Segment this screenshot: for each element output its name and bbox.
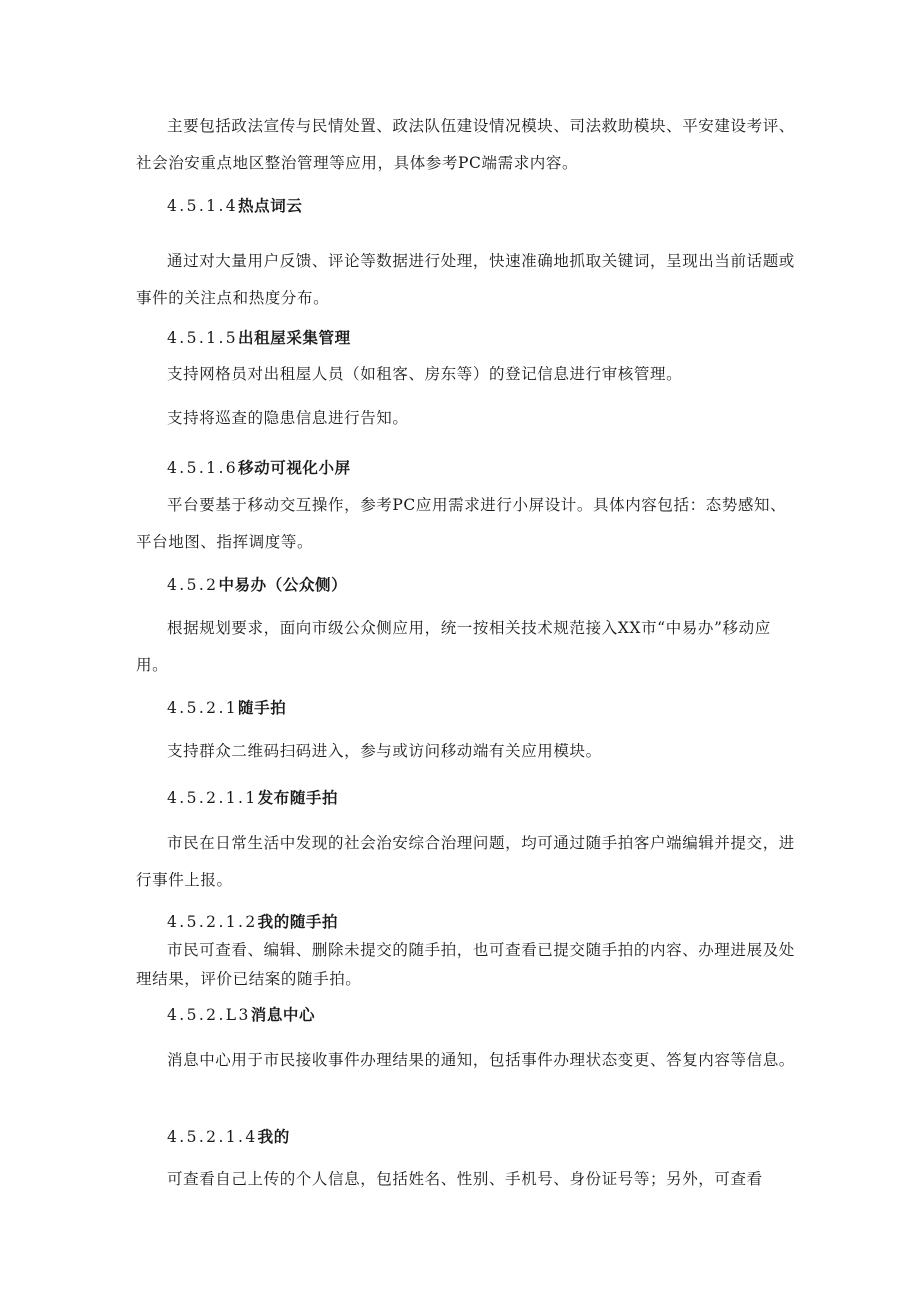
- heading-title: 中易办（公众侧）: [218, 576, 348, 594]
- heading-4-5-2-1: [167, 696, 797, 720]
- paragraph-profile: 可查看自己上传的个人信息，包括姓名、性别、手机号、身份证号等；另外，可查看: [167, 1170, 763, 1188]
- heading-title: 出租屋采集管理: [238, 329, 351, 347]
- heading-number: 4.5.1.6: [167, 459, 239, 477]
- heading-number: 4.5.1.5: [167, 329, 239, 347]
- heading-number: 4.5.2.L3: [167, 1006, 251, 1024]
- paragraph-publish-photo: 市民在日常生活中发现的社会治安综合治理问题，均可通过随手拍客户端编辑并提交，进行事件上报。: [136, 834, 795, 889]
- heading-number: 4.5.2.1.4: [167, 1128, 258, 1146]
- paragraph-rental-notify: 支持将巡查的隐患信息进行告知。: [167, 409, 409, 427]
- heading-number: 4.5.2.1.2: [167, 913, 258, 931]
- heading-title: 发布随手拍: [257, 789, 339, 807]
- paragraph-hot-word-cloud: 通过对大量用户反馈、评论等数据进行处理，快速准确地抓取关键词，呈现出当前话题或事件的关注点和热度分布。: [136, 252, 795, 307]
- heading-title: 随手拍: [238, 699, 287, 717]
- paragraph-zhongyiban: 根据规划要求，面向市级公众侧应用，统一按相关技术规范接入XX市“中易办”移动应用。: [136, 619, 771, 674]
- heading-number: 4.5.2: [167, 576, 219, 594]
- paragraph-qr-entry: 支持群众二维码扫码进入，参与或访问移动端有关应用模块。: [167, 742, 602, 760]
- heading-4-5-2-1-2: [167, 910, 797, 934]
- heading-title: 我的随手拍: [257, 913, 339, 931]
- heading-4-5-1-4: [167, 194, 797, 218]
- heading-title: 热点词云: [238, 197, 303, 215]
- heading-4-5-1-5: [167, 326, 797, 350]
- heading-4-5-2: [167, 573, 797, 597]
- heading-number: 4.5.2.1.1: [167, 789, 258, 807]
- heading-4-5-1-6: [167, 456, 797, 480]
- paragraph-my-photos: 市民可查看、编辑、删除未提交的随手拍，也可查看已提交随手拍的内容、办理进展及处理结果，评价已结案的随手拍。: [136, 941, 795, 988]
- paragraph-message-center: 消息中心用于市民接收事件办理结果的通知，包括事件办理状态变更、答复内容等信息。: [167, 1051, 795, 1069]
- paragraph-mobile-screen: 平台要基于移动交互操作，参考PC应用需求进行小屏设计。具体内容包括：态势感知、平台地图、指挥调度等。: [136, 496, 787, 551]
- heading-number: 4.5.1.4: [167, 197, 239, 215]
- heading-number: 4.5.2.1: [167, 699, 239, 717]
- heading-4-5-2-1-1: [167, 786, 797, 810]
- heading-4-5-2-1-4: [167, 1125, 797, 1149]
- heading-title: 移动可视化小屏: [238, 459, 351, 477]
- heading-title: 消息中心: [250, 1006, 316, 1024]
- heading-title: 我的: [257, 1128, 290, 1146]
- heading-4-5-2-l3: [167, 1003, 797, 1027]
- paragraph-intro: 主要包括政法宣传与民情处置、政法队伍建设情况模块、司法救助模块、平安建设考评、社会治安重点地区整治管理等应用，具体参考PC端需求内容。: [136, 117, 795, 172]
- paragraph-rental-review: 支持网格员对出租屋人员（如租客、房东等）的登记信息进行审核管理。: [167, 365, 683, 383]
